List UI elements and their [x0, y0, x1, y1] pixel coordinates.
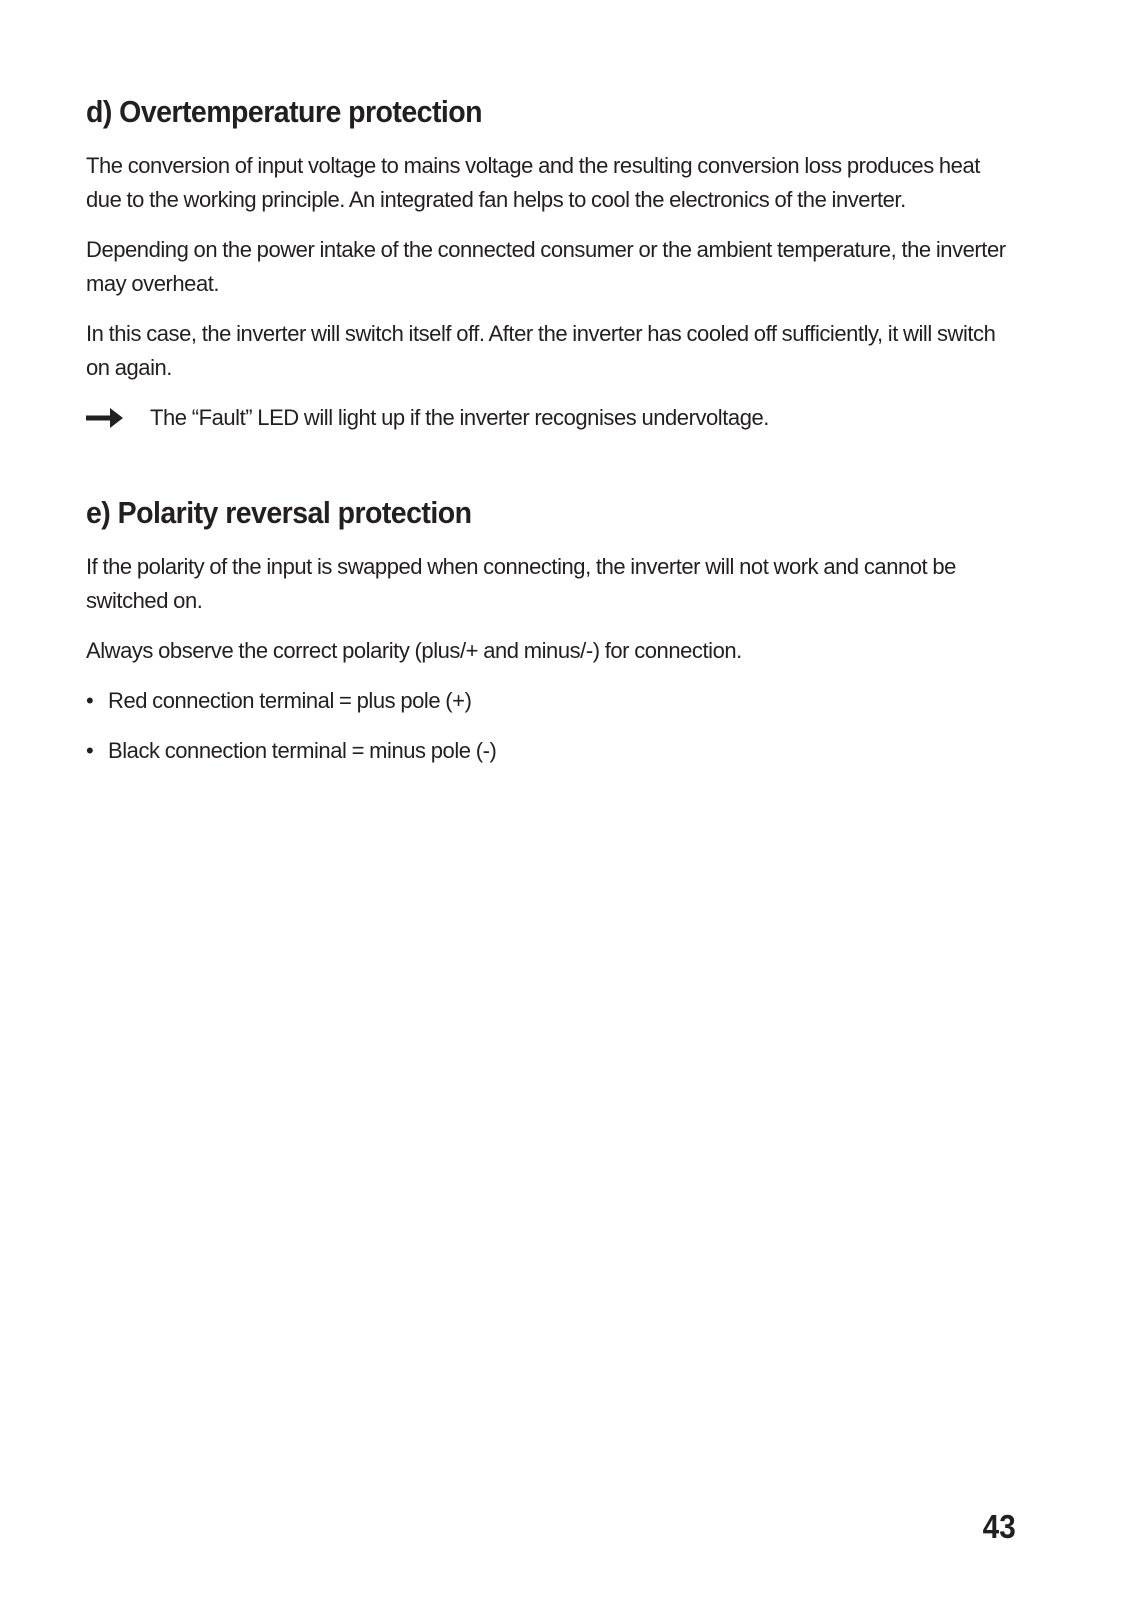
- paragraph-auto-switch-off: In this case, the inverter will switch itself off. After the inverter has cooled off sufficiently, it will switch on again.: [86, 321, 996, 380]
- page-content: [86, 92, 1016, 784]
- bullet-dot: •: [86, 688, 94, 713]
- paragraph-polarity-swapped: If the polarity of the input is swapped when connecting, the inverter will not work and cannot be switched on.: [86, 554, 956, 613]
- list-item-text: Red connection terminal = plus pole (+): [108, 688, 472, 713]
- list-item-text: Black connection terminal = minus pole (-): [108, 738, 497, 763]
- section-heading-polarity: e) Polarity reversal protection: [86, 495, 472, 530]
- paragraph-overheat-cause: Depending on the power intake of the connected consumer or the ambient temperature, the inverter may overheat.: [86, 237, 1006, 296]
- list-item-black-terminal: [86, 734, 1016, 768]
- bullet-list-terminals: [86, 684, 1016, 768]
- section-polarity-reversal-protection: [86, 493, 1016, 768]
- section-overtemperature-protection: [86, 92, 1016, 435]
- bullet-dot: •: [86, 738, 94, 763]
- page-number: 43: [982, 1508, 1016, 1545]
- list-item-red-terminal: [86, 684, 1016, 718]
- paragraph-observe-polarity: Always observe the correct polarity (plus/+ and minus/-) for connection.: [86, 638, 742, 663]
- note-text: The “Fault” LED will light up if the inverter recognises undervoltage.: [150, 405, 769, 430]
- paragraph-conversion-heat: The conversion of input voltage to mains voltage and the resulting conversion loss produces heat due to the working principle. An integrated fan helps to cool the electronics of the inverter.: [86, 153, 980, 212]
- note-fault-led: [86, 401, 1016, 435]
- arrow-right-icon: [86, 401, 150, 435]
- section-heading-overtemperature: d) Overtemperature protection: [86, 94, 483, 129]
